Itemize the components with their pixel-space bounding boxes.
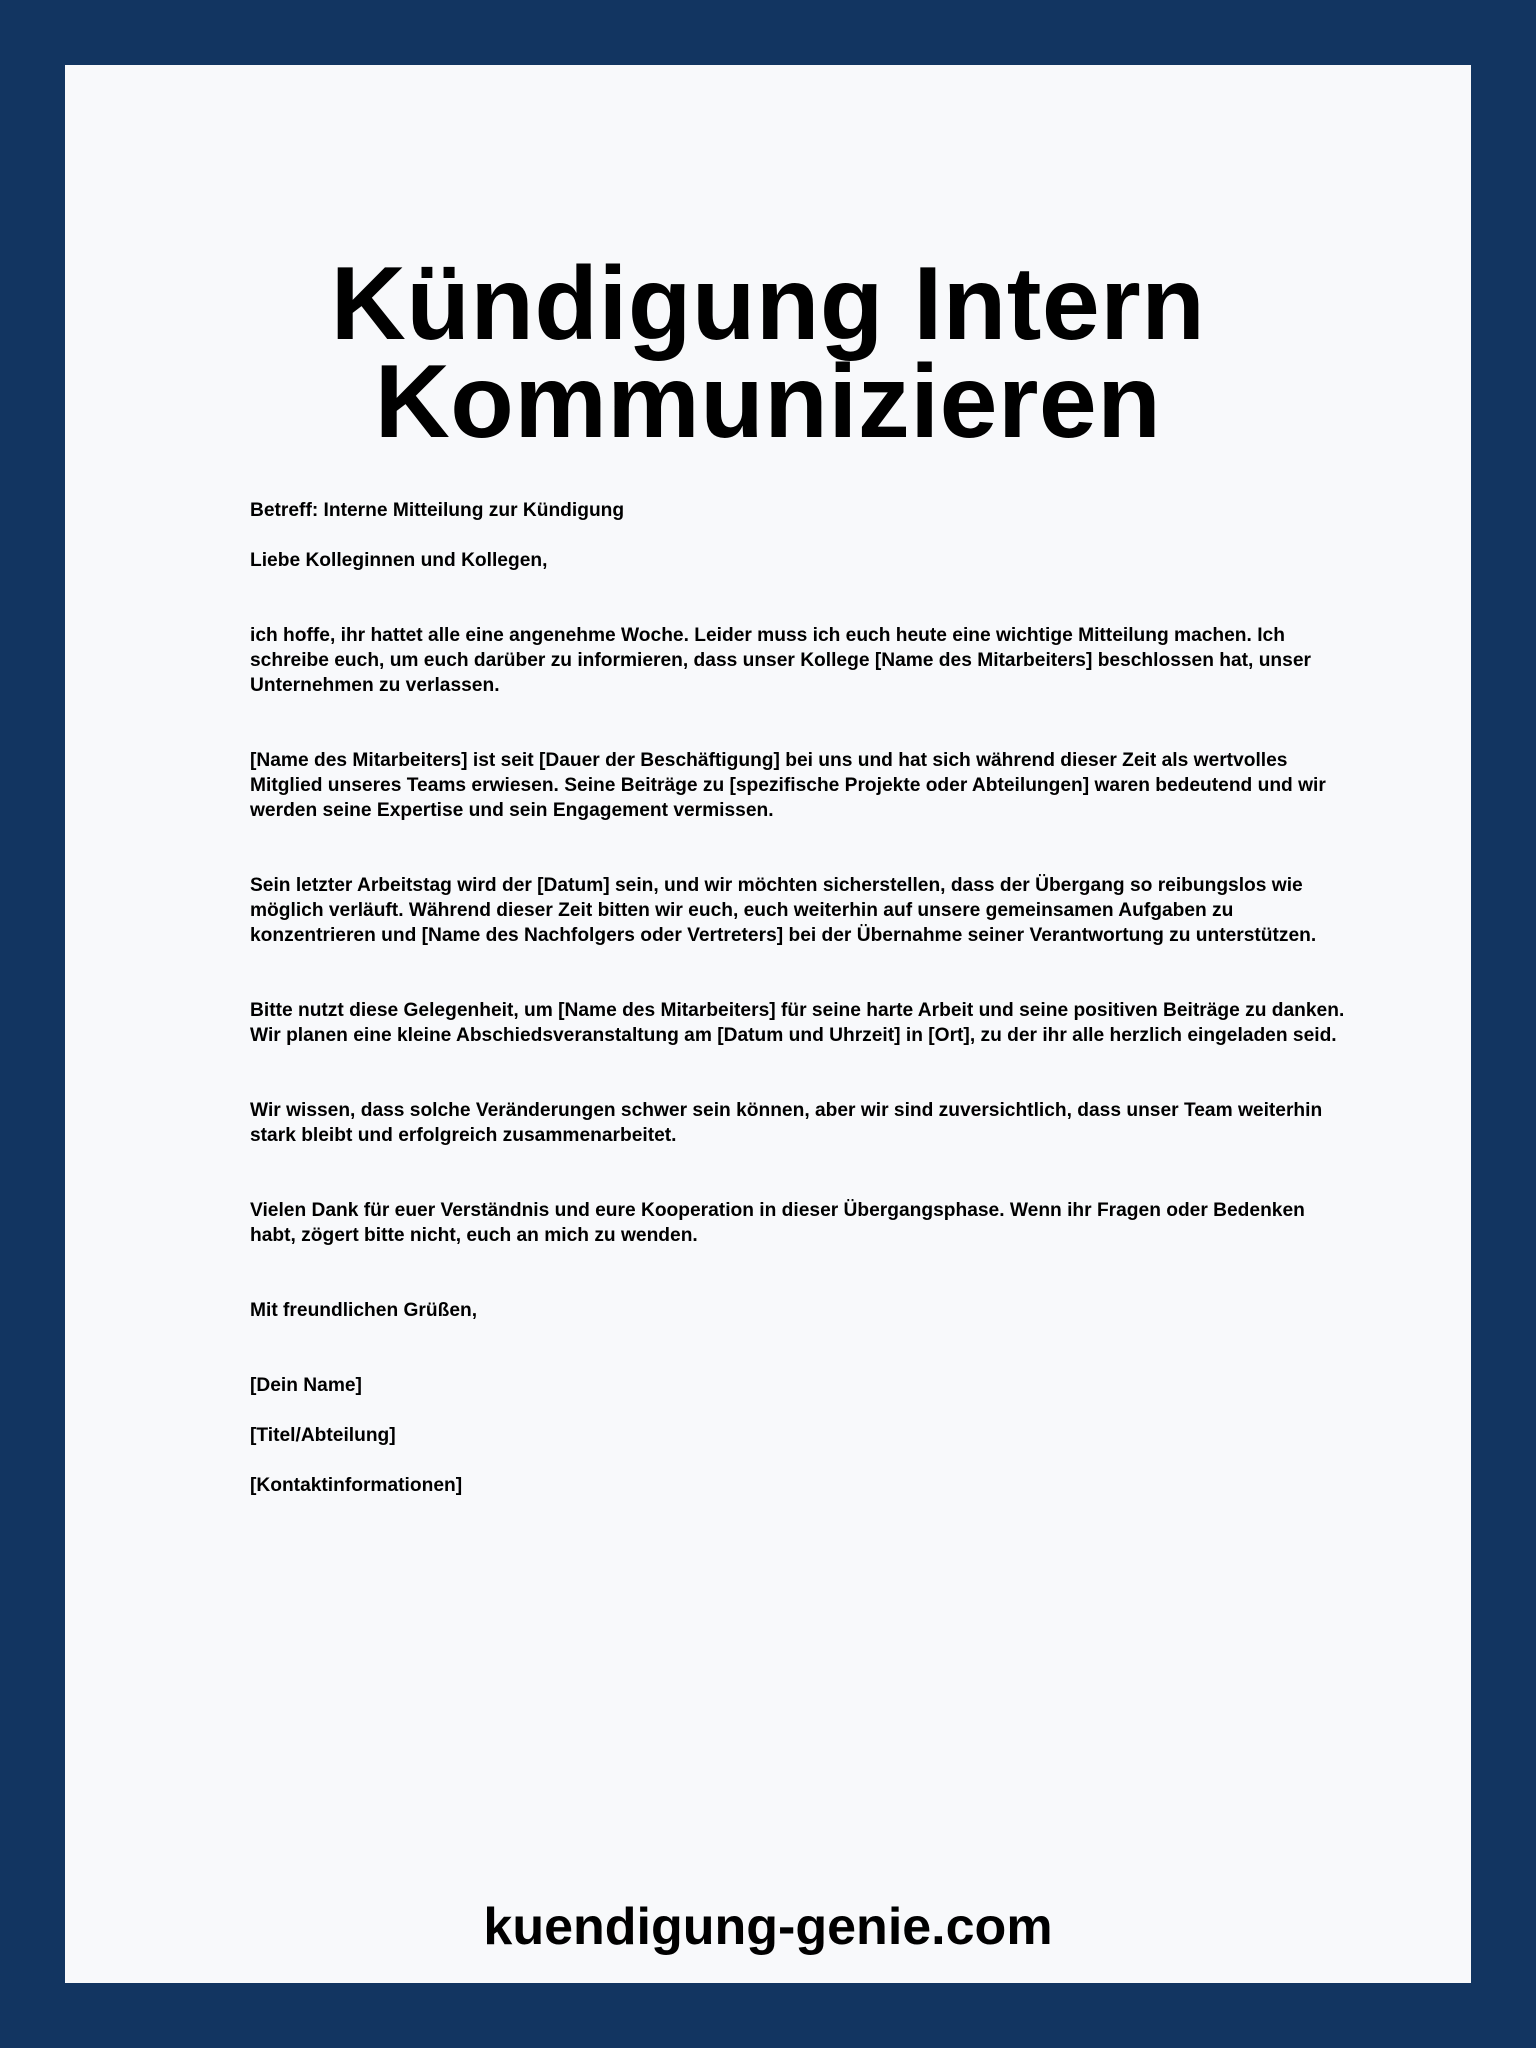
letter-paragraph: Sein letzter Arbeitstag wird der [Datum] sein, und wir möchten sicherstellen, dass der Übergang so reibungslos wie möglich verläuft. Während dieser Zeit bitten wir euch, euch weiterhin auf unsere gemeinsamen Aufgaben zu konzentrieren und [Name des Nachfolgers oder Vertreters] bei der Übernahme seiner Verantwortung zu unterstützen. [250,875,1317,946]
title-line-1: Kündigung Intern [330,246,1206,362]
letter-paragraph: ich hoffe, ihr hattet alle eine angenehme Woche. Leider muss ich euch heute eine wichtige Mitteilung machen. Ich schreibe euch, um euch darüber zu informieren, dass unser Kollege [Name des Mitarbeiters] beschlossen hat, unser Unternehmen zu verlassen. [250,625,1311,696]
signature-contact: [Kontaktinformationen] [250,1475,463,1496]
letter-paragraph: [Name des Mitarbeiters] ist seit [Dauer der Beschäftigung] bei uns und hat sich während dieser Zeit als wertvolles Mitglied unseres Teams erwiesen. Seine Beiträge zu [spezifische Projekte oder Abteilungen] waren bedeutend und wir werden seine Expertise und sein Engagement vermissen. [250,750,1326,821]
title-line-2: Kommunizieren [374,344,1162,460]
letter-paragraph: Bitte nutzt diese Gelegenheit, um [Name des Mitarbeiters] für seine harte Arbeit und seine positiven Beiträge zu danken. Wir planen eine kleine Abschiedsveranstaltung am [Datum und Uhrzeit] in [Ort], zu der ihr alle herzlich eingeladen seid. [250,1000,1345,1046]
letter-closing: Mit freundlichen Grüßen, [250,1300,478,1321]
letter-paragraph: Wir wissen, dass solche Veränderungen schwer sein können, aber wir sind zuversichtlich, dass unser Team weiterhin stark bleibt und erfolgreich zusammenarbeitet. [250,1100,1323,1146]
document-page [65,65,1471,1983]
letter-paragraph: Vielen Dank für euer Verständnis und eure Kooperation in dieser Übergangsphase. Wenn ihr Fragen oder Bedenken habt, zögert bitte nicht, euch an mich zu wenden. [250,1200,1305,1246]
letter-subject: Betreff: Interne Mitteilung zur Kündigung [250,500,625,521]
letter-greeting: Liebe Kolleginnen und Kollegen, [250,550,548,571]
website-footer: kuendigung-genie.com [483,1898,1053,1956]
signature-title: [Titel/Abteilung] [250,1425,396,1446]
signature-name: [Dein Name] [250,1375,362,1396]
document-title [65,246,1471,460]
letter-body [250,498,1350,1498]
